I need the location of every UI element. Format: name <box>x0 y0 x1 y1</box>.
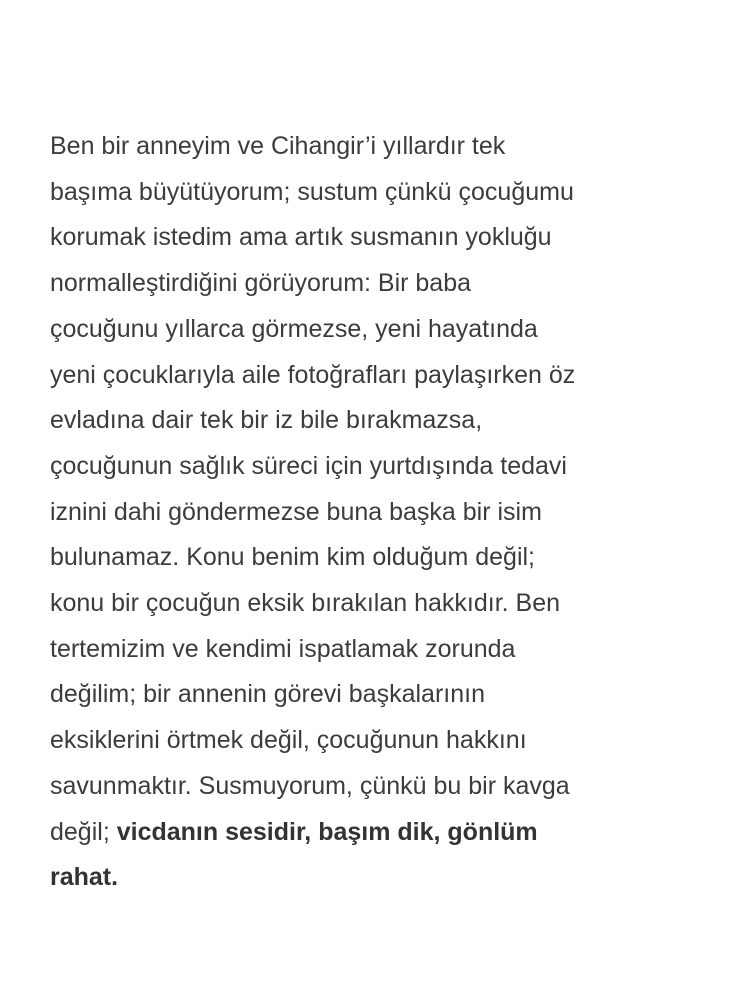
text-line: yeni çocuklarıyla aile fotoğrafları paylaşırken öz <box>50 360 576 389</box>
text-bold-emphasis: vicdanın sesidir, başım dik, gönlüm <box>116 817 538 846</box>
text-line: çocuğunun sağlık süreci için yurtdışında tedavi <box>50 451 567 480</box>
text-line: evladına dair tek bir iz bile bırakmazsa, <box>50 406 483 435</box>
text-line: başıma büyütüyorum; sustum çünkü çocuğumu <box>50 177 574 206</box>
statement-text <box>50 124 730 901</box>
text-line: tertemizim ve kendimi ispatlamak zorunda <box>50 634 516 663</box>
text-line: çocuğunu yıllarca görmezse, yeni hayatında <box>50 314 538 343</box>
text-line: korumak istedim ama artık susmanın yokluğu <box>50 223 552 252</box>
text-line: normalleştirdiğini görüyorum: Bir baba <box>50 269 472 298</box>
text-line: eksiklerini örtmek değil, çocuğunun hakkını <box>50 726 527 755</box>
text-line: iznini dahi göndermezse buna başka bir isim <box>50 497 542 526</box>
text-line: savunmaktır. Susmuyorum, çünkü bu bir kavga <box>50 771 570 800</box>
text-line: Ben bir anneyim ve Cihangir’i yıllardır tek <box>50 132 506 160</box>
text-line: bulunamaz. Konu benim kim olduğum değil; <box>50 543 535 572</box>
text-line <box>50 810 730 856</box>
text-line: konu bir çocuğun eksik bırakılan hakkıdır. Ben <box>50 589 561 618</box>
text-bold-emphasis: rahat. <box>50 863 119 892</box>
text-regular: değil; <box>50 817 117 846</box>
text-line: değilim; bir annenin görevi başkalarının <box>50 680 485 709</box>
